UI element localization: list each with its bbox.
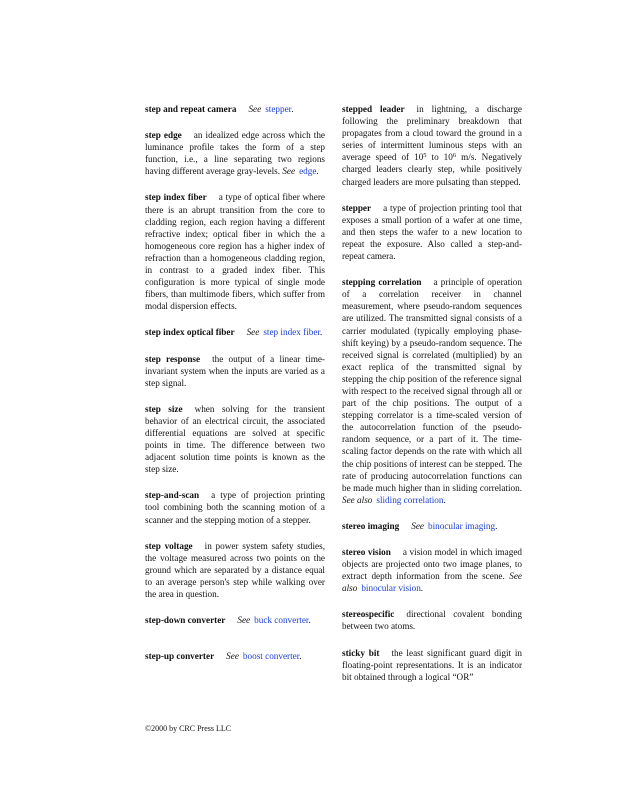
cross-reference-link[interactable]: sliding correlation	[376, 494, 444, 505]
entry-step-voltage	[145, 540, 325, 600]
punctuation: .	[420, 583, 424, 594]
entry-stereo-imaging	[342, 520, 522, 532]
entry-step-up-converter	[145, 650, 325, 662]
entry-step-and-scan	[145, 489, 325, 525]
entry-definition: a type of optical fiber where there is an abrupt transition from the core to cladding region, each region having a different refractive index; optical fiber in which the a homogeneous core region has a higher index of refraction than a homogeneous cladding region, in contrast to a graded index fiber. This configuration is more typical of single mode fibers, than multimode fibers, which suffer from modal dispersion effects.	[145, 192, 325, 312]
entry-term: stereospecific	[342, 609, 395, 620]
entry-stepper	[342, 202, 522, 262]
cross-reference-link[interactable]: buck converter	[254, 615, 309, 626]
cross-reference-link[interactable]: stepper	[265, 104, 292, 114]
cross-reference-link[interactable]: boost converter	[242, 651, 300, 662]
cross-reference-link[interactable]: binocular vision	[361, 583, 421, 594]
entry-term: step-down converter	[145, 615, 226, 626]
cross-reference-link[interactable]: binocular imaging	[428, 520, 496, 531]
exponent: 6	[452, 152, 457, 160]
entry-definition: when solving for the transient behavior of an electrical circuit, the associated differential equations are solved at specific points in time. The difference between two adjacent solution time points is known as the step size.	[145, 403, 325, 475]
see-label: See	[282, 166, 296, 177]
entry-step-and-repeat-camera	[145, 103, 325, 115]
entry-definition: directional covalent bonding between two atoms.	[342, 609, 522, 632]
entry-step-response	[145, 353, 325, 389]
see-label: See also	[342, 494, 373, 505]
entry-term: sticky bit	[342, 647, 380, 658]
punctuation: .	[316, 166, 319, 177]
entry-stepped-leader	[342, 103, 522, 188]
entry-definition: the output of a linear time-invariant system when the inputs are varied as a step signal.	[145, 353, 325, 388]
punctuation: .	[299, 651, 302, 662]
entry-term: step edge	[145, 130, 182, 141]
entry-stepping-correlation	[342, 276, 522, 506]
entry-definition-cont: to 10	[426, 152, 453, 163]
entry-definition-cont: m/s. Negatively charged leaders clearly step, while positively charged leaders are more pulsating than stepped.	[342, 152, 522, 187]
exponent: 5	[423, 152, 427, 160]
entry-definition: a vision model in which imaged objects are projected onto two image planes, to extract depth information from the scene.	[342, 547, 522, 582]
entry-term: step index fiber	[145, 192, 207, 203]
cross-reference-link[interactable]: edge	[299, 166, 317, 177]
entry-term: stepper	[342, 202, 372, 213]
see-label: See	[237, 615, 251, 626]
entry-definition: a type of projection printing tool combining both the scanning motion of a scanner and the stepping motion of a stepper.	[145, 490, 325, 525]
punctuation: .	[291, 104, 294, 114]
entry-definition: a type of projection printing tool that exposes a small portion of a wafer at one time, and then steps the wafer to a new location to repeat the exposure. Also called a step-and-repeat camera.	[342, 202, 522, 262]
entry-step-edge	[145, 129, 325, 177]
punctuation: .	[495, 520, 498, 531]
copyright-footer: ©2000 by CRC Press LLC	[145, 724, 232, 733]
entry-term: step size	[145, 403, 183, 414]
see-label: See also	[342, 571, 523, 594]
entry-sticky-bit	[342, 647, 522, 683]
entry-term: stepped leader	[342, 104, 405, 114]
punctuation: .	[308, 615, 311, 626]
see-label: See	[411, 520, 424, 531]
entry-definition: in power system safety studies, the voltage measured across two points on the ground which are separated by a distance equal to an average person's step while walking over the area in question.	[145, 540, 325, 599]
left-column	[145, 103, 325, 676]
entry-term: step-and-scan	[145, 490, 200, 501]
entry-term: step and repeat camera	[145, 104, 237, 114]
entry-term: step voltage	[145, 540, 193, 551]
entry-definition: an idealized edge across which the luminance profile takes the form of a step function, i.e., a line separating two regions having different average gray-levels.	[145, 130, 325, 177]
see-label: See	[248, 104, 262, 114]
entry-step-down-converter	[145, 614, 325, 626]
right-column	[342, 103, 522, 697]
see-label: See	[226, 651, 239, 662]
entry-definition: the least significant guard digit in floating-point representations. It is an indicator bit obtained through a logical “OR”	[342, 647, 522, 682]
entry-stereo-vision	[342, 546, 522, 594]
entry-step-size	[145, 403, 325, 476]
see-label: See	[246, 327, 260, 338]
entry-term: step index optical fiber	[145, 327, 235, 338]
entry-term: stereo imaging	[342, 520, 400, 531]
entry-term: stereo vision	[342, 547, 391, 557]
cross-reference-link[interactable]: step index fiber	[263, 327, 320, 338]
punctuation: .	[319, 327, 323, 338]
entry-term: stepping correlation	[342, 277, 422, 288]
entry-term: step response	[145, 353, 201, 364]
entry-stereospecific	[342, 608, 522, 632]
punctuation: .	[443, 494, 446, 505]
entry-step-index-optical-fiber	[145, 326, 325, 338]
entry-definition: in lightning, a discharge following the preliminary breakdown that propagates from a cloud toward the ground in a series of intermittent luminous steps with an average speed of 10	[342, 104, 522, 163]
entry-step-index-fiber	[145, 191, 325, 312]
entry-definition: a principle of operation of a correlation receiver in channel measurement, where pseudo-random sequences are utilized. The transmitted signal consists of a carrier modulated (typically employing phase-shift keying) by a pseudo-random sequence. The received signal is correlated (multiplied) by an exact replica of the transmitted signal by stepping the chip position of the reference signal with respect to the received signal through all or part of the chip positions. The output of a stepping correlator is a time-scaled version of the autocorrelation function of the pseudo-random sequence, or a part of it. The time-scaling factor depends on the rate with which all the chip positions of interest can be stepped. The rate of producing autocorrelation functions can be made much higher than in sliding correlation.	[342, 277, 522, 493]
entry-term: step-up converter	[145, 651, 215, 662]
